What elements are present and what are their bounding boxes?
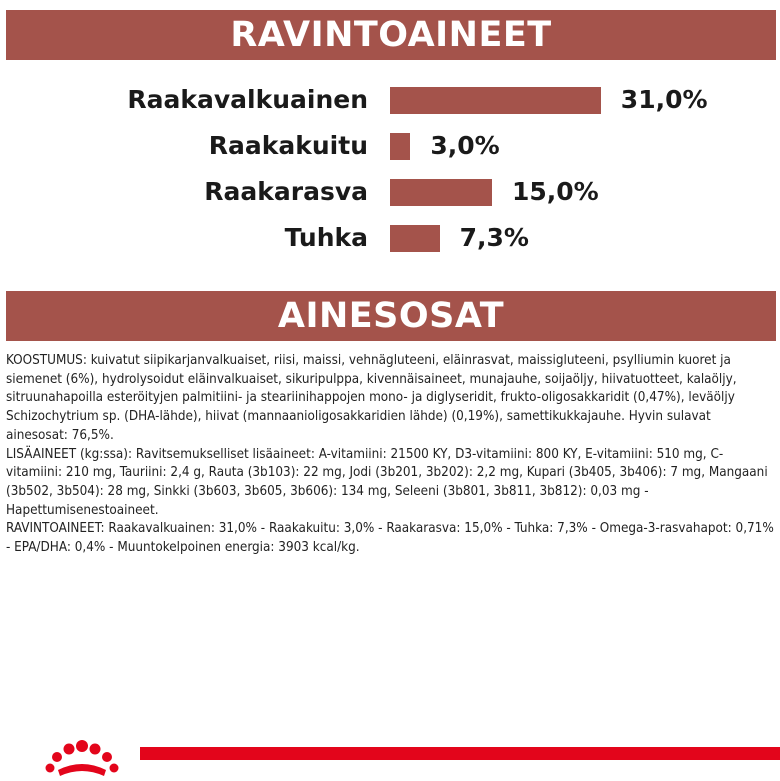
royal-canin-crown-icon [38,734,126,778]
nutrient-bar [390,225,440,252]
ingredients-title: AINESOSAT [277,296,505,336]
nutrient-label: Raakavalkuainen [127,85,368,114]
nutrient-value: 7,3% [459,223,529,252]
nutrient-label: Raakakuitu [208,131,368,160]
nutrient-row-tuhka [0,218,780,258]
nutrient-bar [390,87,601,114]
nutrients-title: RAVINTOAINEET [230,15,552,55]
additives-paragraph: LISÄAINEET (kg:ssa): Ravitsemukselliset lisäaineet: A-vitamiini: 21500 KY, D3-vitamiini: 800 KY, E-vitamiini: 510 mg, C-vitamiini: 210 mg, Tauriini: 2,4 g, Rauta (3b103): 22 mg, Jodi (3b201, 3b202): 2,2 mg, Kupari (3b405, 3b406): 7 mg, Mangaani (3b502, 3b504): 28 mg, Sinkki (3b603, 3b605, 3b606): 134 mg, Seleeni (3b801, 3b811, 3b812): 0,03 mg - Hapettumisenestoaineet. [6,446,768,518]
nutrient-label: Raakarasva [204,177,368,206]
nutrients-paragraph: RAVINTOAINEET: Raakavalkuainen: 31,0% - Raakakuitu: 3,0% - Raakarasva: 15,0% - Tuhka: 7,3% - Omega-3-rasvahapot: 0,71% - EPA/DHA: 0,4% - Muuntokelpoinen energia: 3903 kcal/kg. [6,521,774,556]
nutrient-row-raakarasva [0,172,780,212]
nutrient-row-raakakuitu [0,126,780,166]
composition-paragraph: KOOSTUMUS: kuivatut siipikarjanvalkuaiset, riisi, maissi, vehnägluteeni, eläinrasvat, maissigluteeni, psylliumin kuoret ja siemenet (6%), hydrolysoidut eläinvalkuaiset, sikuripulppa, kivennäisaineet, munajauhe, soijaöljy, hiivatuotteet, kalaöljy, sitruunahapoilla esteröityjen palmitiini- ja steariinihappojen mono- ja diglyseridit, frukto-oligosakkaridit (0,47%), leväöljy Schizochytrium sp. (DHA-lähde), hiivat (mannaanioligosakkaridien lähde) (0,19%), samettikukkajauhe. Hyvin sulavat ainesosat: 76,5%. [6,353,737,443]
nutrient-value: 31,0% [620,85,708,114]
nutrient-bar [390,133,410,160]
nutrient-value: 3,0% [430,131,500,160]
nutrient-bar [390,179,492,206]
footer-red-line [140,747,780,760]
nutrient-label: Tuhka [284,223,368,252]
nutrient-value: 15,0% [512,177,599,206]
ingredients-banner [6,291,776,341]
nutrients-banner [6,10,776,60]
nutrient-row-raakavalkuainen [0,80,780,120]
ingredients-text [6,352,776,558]
